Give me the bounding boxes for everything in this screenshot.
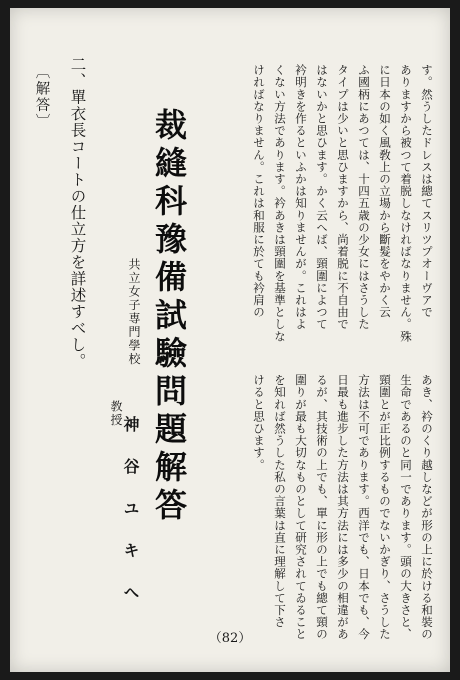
text-column: を知れば然うした私の言葉は直に理解して下さ [273, 374, 287, 629]
text-column: 方法は不可であります。西洋でも、日本でも、今 [357, 374, 371, 641]
page-number: （82） [208, 631, 252, 646]
text-column: ければなりません。これは和服に於ても衿肩の [252, 64, 266, 319]
text-column: るが、其技術の上でも、單に形の上でも總て頸の [315, 374, 329, 641]
question-text: 二、單衣長コートの仕立方を詳述すべし。 [68, 56, 87, 370]
text-column: はないかと思ひます。かく云へば、頸圍によつて [315, 64, 329, 331]
author-affiliation: 共立女子専門學校 [127, 258, 141, 366]
text-column: 生命であるのと同一であります。頭の大きさと、 [399, 374, 413, 641]
text-column: くない方法であります。衿あきは頸圍を基準としな [273, 64, 287, 343]
author-name: 神谷ユキへ [121, 416, 140, 626]
text-column: 頸圍とが正比例するものでないかぎり、さうした [378, 374, 392, 641]
text-column: 日最も進步した方法は其方法には多少の相違があ [336, 374, 350, 641]
text-column: ふ國柄にあつては、十四五歳の少女にはさうした [357, 64, 371, 331]
text-column: 圍りが最も大切なものとして研究されてゐること [294, 374, 308, 641]
text-column: す。然うしたドレスは總てスリツプオーヴアで [420, 64, 434, 319]
author-rank: 教授 [109, 400, 123, 427]
text-column: あき、衿のくり越しなどが形の上に於ける和裝の [420, 374, 434, 641]
answer-heading: 〔解答〕 [33, 64, 50, 130]
text-column: ありますから被つて着脱しなければなりません。殊 [399, 64, 413, 343]
text-column: タイプは少いと思ひますから、尚着脱に不自由で [336, 64, 350, 331]
text-column: 衿明きを作るといふかは知りませんが。これはよ [294, 64, 308, 331]
text-column: けると思ひます。 [252, 374, 266, 471]
text-column: に日本の如く風敎上の立場から斷髮をやかく云 [378, 64, 392, 319]
document-page [10, 8, 450, 672]
article-title: 裁縫科豫備試驗問題解答 [150, 108, 188, 526]
